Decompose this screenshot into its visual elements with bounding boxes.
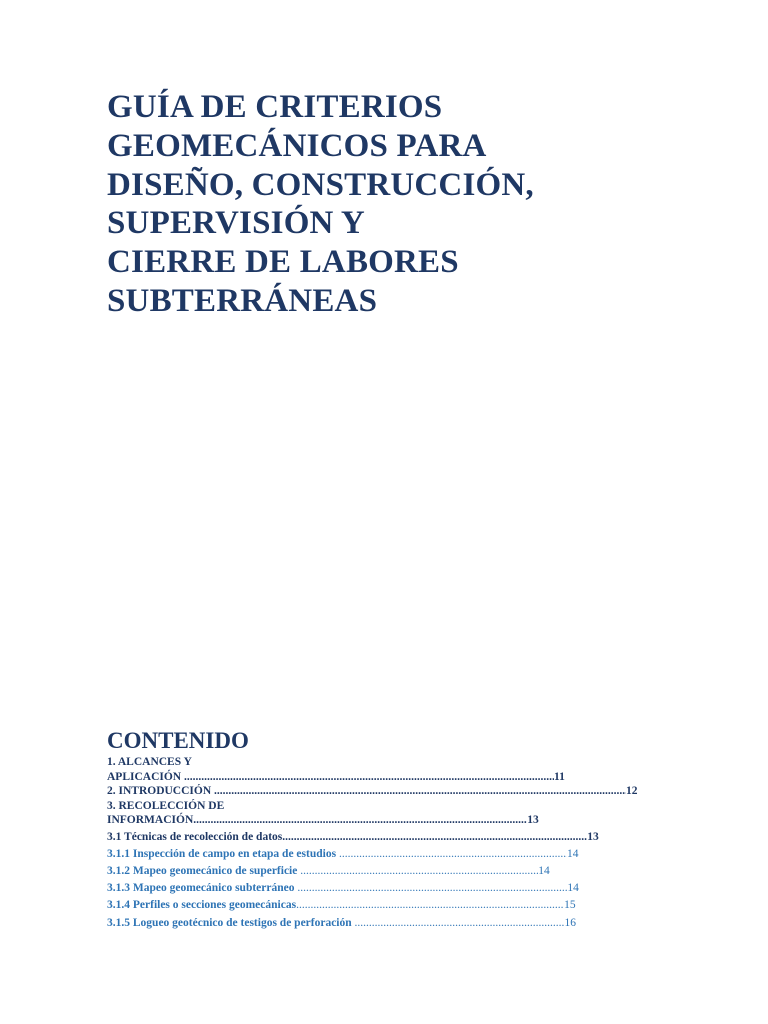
toc-entry-recoleccion[interactable] <box>107 799 652 828</box>
toc-page-number: 14 <box>538 864 550 877</box>
toc-leader <box>184 770 554 785</box>
toc-page-number: 13 <box>587 830 599 843</box>
toc-page-number: 11 <box>554 770 565 783</box>
toc-entry-label: 3.1 Técnicas de recolección de datos <box>107 830 283 843</box>
toc-page-number: 14 <box>566 847 579 860</box>
toc-entry-3-1-4[interactable] <box>107 898 652 913</box>
toc-entry-label: 3.1.2 Mapeo geomecánico de superficie <box>107 864 301 877</box>
document-title <box>107 88 727 321</box>
toc-leader <box>282 830 587 845</box>
toc-entry-label: 3.1.1 Inspección de campo en etapa de estudios <box>107 847 339 860</box>
toc-leader <box>214 784 626 799</box>
toc-entry-3-1[interactable] <box>107 830 652 845</box>
toc-entry-3-1-1[interactable] <box>107 847 652 862</box>
toc-entry-introduccion[interactable] <box>107 784 652 799</box>
toc-entry-label: 3.1.5 Logueo geotécnico de testigos de perforación <box>107 916 355 929</box>
toc-leader <box>297 881 567 896</box>
toc-entry-3-1-3[interactable] <box>107 881 652 896</box>
table-of-contents <box>107 727 652 931</box>
title-line: SUBTERRÁNEAS <box>107 282 378 319</box>
toc-page-number: 12 <box>626 785 638 797</box>
toc-entry-label: 3.1.4 Perfiles o secciones geomecánicas <box>107 899 297 912</box>
toc-page-number: 13 <box>527 814 539 826</box>
title-line: SUPERVISIÓN Y <box>107 205 365 242</box>
toc-page-number: 16 <box>564 916 577 929</box>
toc-entry-3-1-5[interactable] <box>107 916 652 931</box>
toc-entry-label: 2. INTRODUCCIÓN <box>107 785 215 797</box>
title-line: DISEÑO, CONSTRUCCIÓN, <box>107 166 534 203</box>
toc-leader <box>355 916 565 931</box>
toc-entry-label: APLICACIÓN <box>107 770 184 783</box>
toc-entry-alcances[interactable] <box>107 755 652 784</box>
title-line: GEOMECÁNICOS PARA <box>107 127 487 164</box>
toc-entry-label: 3. RECOLECCIÓN DE <box>107 799 225 812</box>
toc-leader <box>339 847 567 862</box>
toc-page-number: 15 <box>564 899 576 912</box>
toc-leader <box>296 898 564 913</box>
title-line: GUÍA DE CRITERIOS <box>107 89 443 125</box>
toc-heading: CONTENIDO <box>107 728 249 753</box>
toc-leader <box>193 813 527 828</box>
toc-leader <box>300 864 538 879</box>
toc-entry-label: 1. ALCANCES Y <box>107 756 192 768</box>
toc-entry-label: INFORMACIÓN <box>107 814 194 826</box>
toc-entry-label: 3.1.3 Mapeo geomecánico subterráneo <box>107 882 298 895</box>
toc-page-number: 14 <box>567 882 579 895</box>
title-line: CIERRE DE LABORES <box>107 244 459 281</box>
toc-entry-3-1-2[interactable] <box>107 864 652 879</box>
